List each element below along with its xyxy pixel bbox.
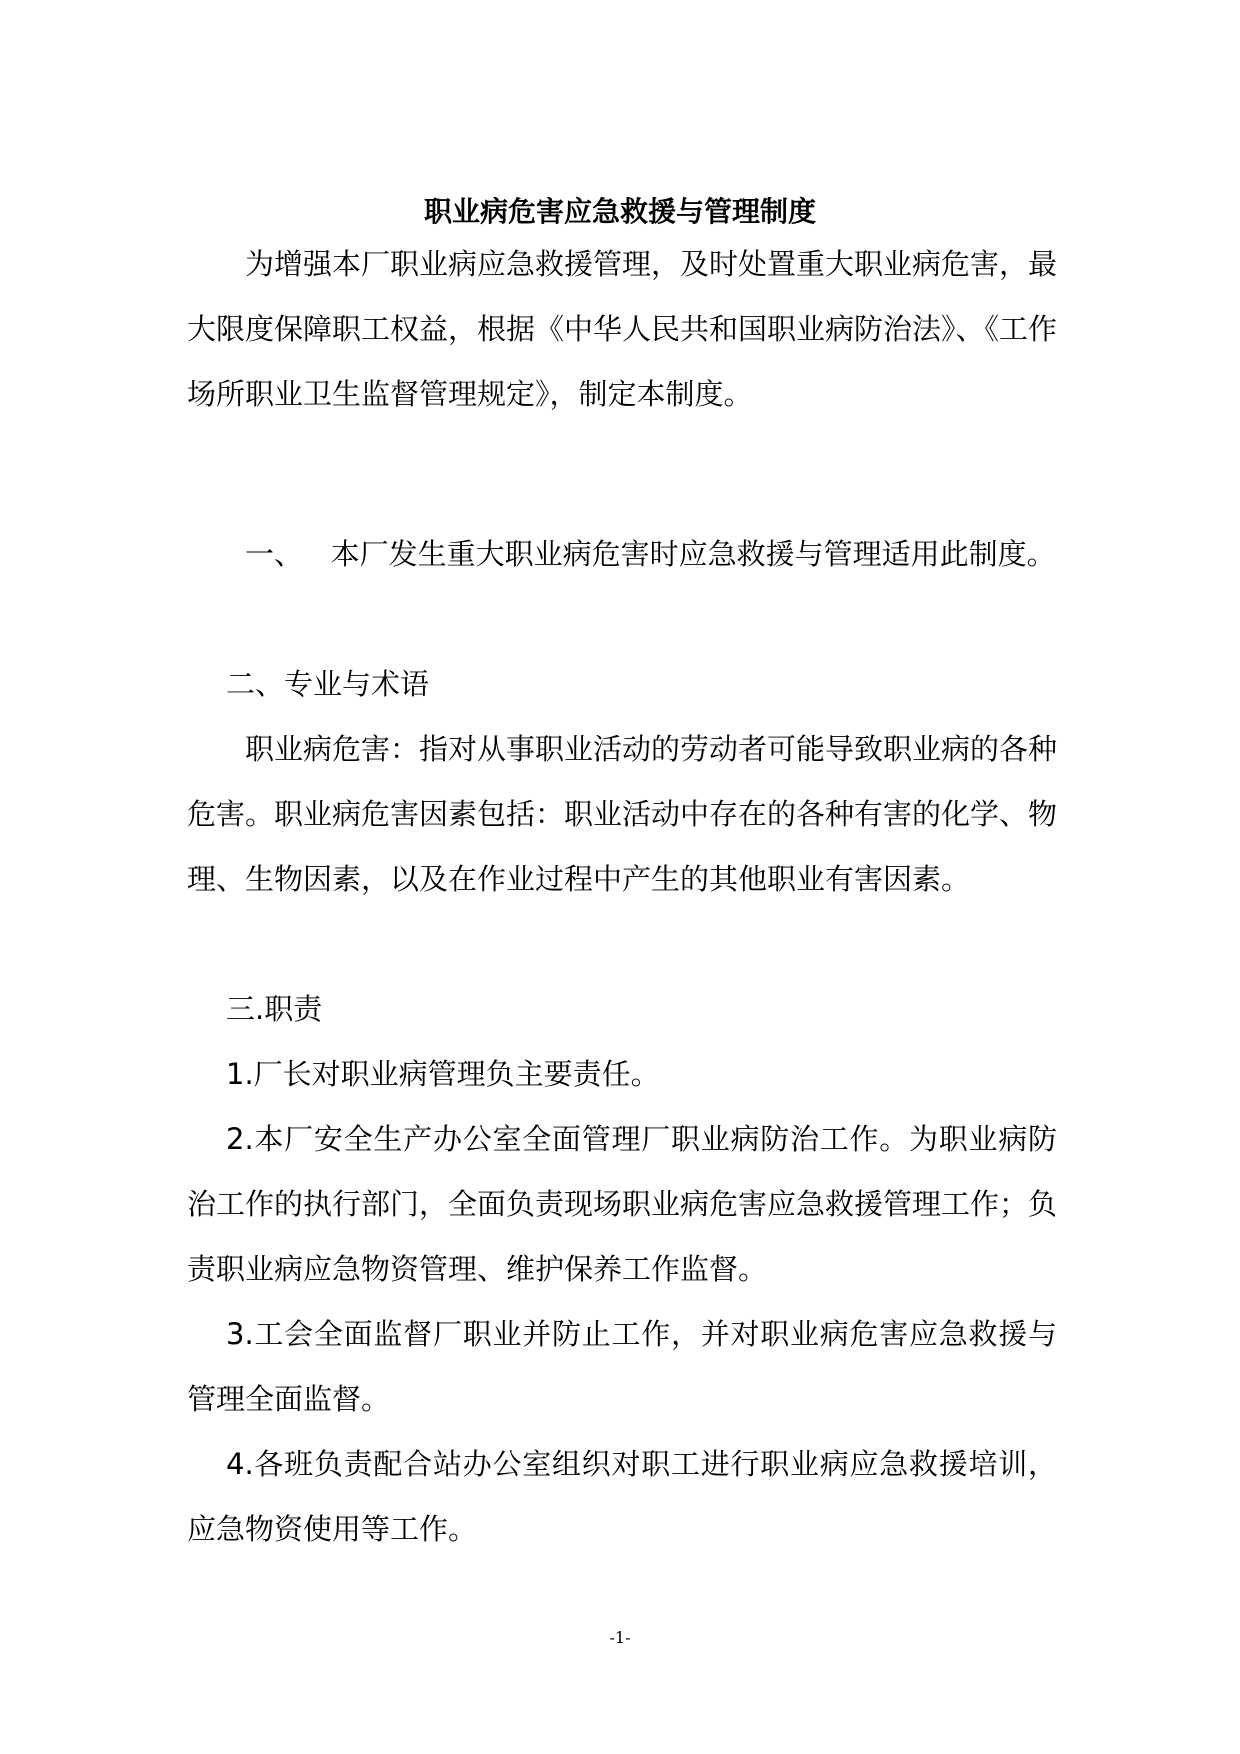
page-number: -1- xyxy=(609,1628,631,1647)
document-title: 职业病危害应急救援与管理制度 xyxy=(423,195,816,228)
duty-item-1: 1.厂长对职业病管理负主要责任。 xyxy=(226,1057,660,1091)
duty-item-4: 4.各班负责配合站办公室组织对职工进行职业病应急救援培训，应急物资使用等工作。 xyxy=(187,1447,1057,1546)
duty-item-3: 3.工会全面监督厂职业并防止工作，并对职业病危害应急救援与管理全面监督。 xyxy=(187,1317,1057,1416)
section-2-heading: 二、专业与术语 xyxy=(226,667,430,701)
section-3-heading: 三.职责 xyxy=(226,992,323,1026)
section-1-paragraph: 一、 本厂发生重大职业病危害时应急救援与管理适用此制度。 xyxy=(245,537,1056,571)
section-2-body: 职业病危害：指对从事职业活动的劳动者可能导致职业病的各种危害。职业病危害因素包括：职业活动中存在的各种有害的化学、物理、生物因素，以及在作业过程中产生的其他职业有害因素。 xyxy=(187,732,1058,896)
duty-item-2: 2.本厂安全生产办公室全面管理厂职业病防治工作。为职业病防治工作的执行部门，全面负责现场职业病危害应急救援管理工作；负责职业病应急物资管理、维护保养工作监督。 xyxy=(187,1122,1058,1286)
intro-paragraph: 为增强本厂职业病应急救援管理，及时处置重大职业病危害，最大限度保障职工权益，根据《中华人民共和国职业病防治法》、《工作场所职业卫生监督管理规定》，制定本制度。 xyxy=(187,247,1058,411)
